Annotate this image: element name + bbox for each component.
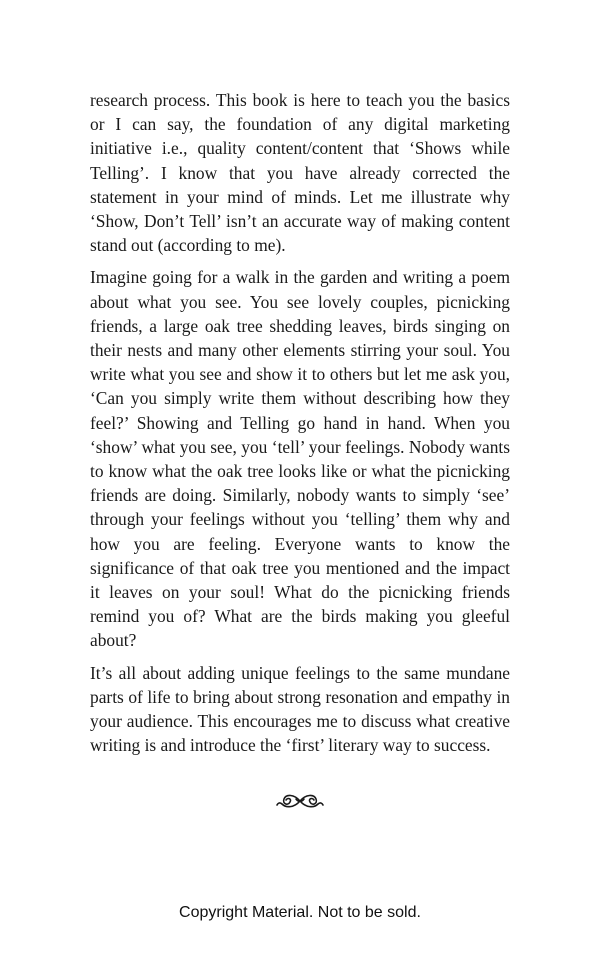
flourish-divider-icon <box>274 790 326 812</box>
paragraph-2: Imagine going for a walk in the garden and writing a poem about what you see. You see lovely couples, picnicking friends, a large oak tree shedding leaves, birds singing on their nests and many other elements stirring your soul. You write what you see and show it to others but let me ask you, ‘Can you simply write them without describing how they feel?’ Showing and Telling go hand in hand. When you ‘show’ what you see, you ‘tell’ your feelings. Nobody wants to know what the oak tree looks like or what the picnicking friends are doing. Similarly, nobody wants to simply ‘see’ through your feelings without you ‘telling’ them why and how you are feeling. Everyone wants to know the significance of that oak tree you mentioned and the impact it leaves on your soul! What do the picnicking friends remind you of? What are the birds making you gleeful about? <box>90 267 510 651</box>
page-body <box>90 88 510 765</box>
copyright-footer: Copyright Material. Not to be sold. <box>179 904 421 921</box>
paragraph-1: research process. This book is here to teach you the basics or I can say, the foundation of any digital marketing initiative i.e., quality content/content that ‘Shows while Telling’. I know that you have already corrected the statement in your mind of minds. Let me illustrate why ‘Show, Don’t Tell’ isn’t an accurate way of making content stand out (according to me). <box>90 90 510 256</box>
paragraph-3: It’s all about adding unique feelings to the same mundane parts of life to bring about strong resonation and empathy in your audience. This encourages me to discuss what creative writing is and introduce the ‘first’ literary way to success. <box>90 662 510 756</box>
